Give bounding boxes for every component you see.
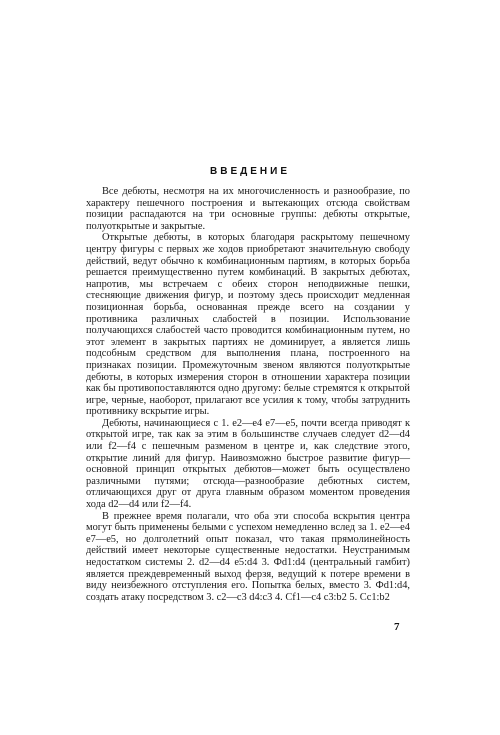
paragraph: Все дебюты, несмотря на их многочисленность и разнообразие, по характеру пешечного построения и вытекающих отсюда свойствам позиции распадаются на три основные группы: дебюты открытые, полуоткрытые и закрытые. bbox=[86, 186, 410, 232]
paragraph: В прежнее время полагали, что оба эти способа вскрытия центра могут быть применены белыми с успехом немедленно вслед за 1. e2—e4 e7—e5, но долголетний опыт показал, что такая прямолинейность действий имеет некоторые существенные недостатки. Неустранимым недостатком системы 2. d2—d4 e5:d4 3. Фd1:d4 (центральный гамбит) является преждевременный выход ферзя, ведущий к потере времени в виду неизбежного отступления его. Попытка белых, вместо 3. Фd1:d4, создать атаку посредством 3. c2—c3 d4:c3 4. Cf1—c4 c3:b2 5. Cc1:b2 bbox=[86, 510, 410, 603]
page-number: 7 bbox=[394, 621, 400, 633]
body-text bbox=[86, 186, 410, 603]
paragraph: Дебюты, начинающиеся с 1. e2—e4 e7—e5, почти всегда приводят к открытой игре, так как за этим в большинстве случаев следует d2—d4 или f2—f4 с пешечным разменом в центре и, как следствие этого, открытие линий для фигур. Наивозможно быстрое развитие фигур—основной принцип открытых дебютов—может быть осуществлено различными путями; отсюда—разнообразие дебютных систем, отличающихся друг от друга главным образом моментом проведения хода d2—d4 или f2—f4. bbox=[86, 417, 410, 511]
chapter-heading: ВВЕДЕНИЕ bbox=[210, 166, 290, 177]
paragraph: Открытые дебюты, в которых благодаря раскрытому пешечному центру фигуры с первых же ходов приобретают значительную свободу действий, ведут обычно к комбинационным партиям, в которых борьба решается преимущественно путем комбинаций. В закрытых дебютах, напротив, мы встречаем с обеих сторон неподвижные пешки, стесняющие движения фигур, и поэтому здесь происходит медленная позиционная борьба, основанная прежде всего на создании у противника различных слабостей в позиции. Использование получающихся слабостей часто проводится комбинационным путем, но этот элемент в закрытых партиях не доминирует, а является лишь подсобным средством для выполнения плана, построенного на признаках позиции. Промежуточным звеном являются полуоткрытые дебюты, в которых измерения сторон в отношении характера позиции как бы противопоставляются одно другому: белые стремятся к открытой игре, черные, наоборот, прилагают все усилия к тому, чтобы затруднить противнику вскрытие игры. bbox=[86, 232, 410, 418]
